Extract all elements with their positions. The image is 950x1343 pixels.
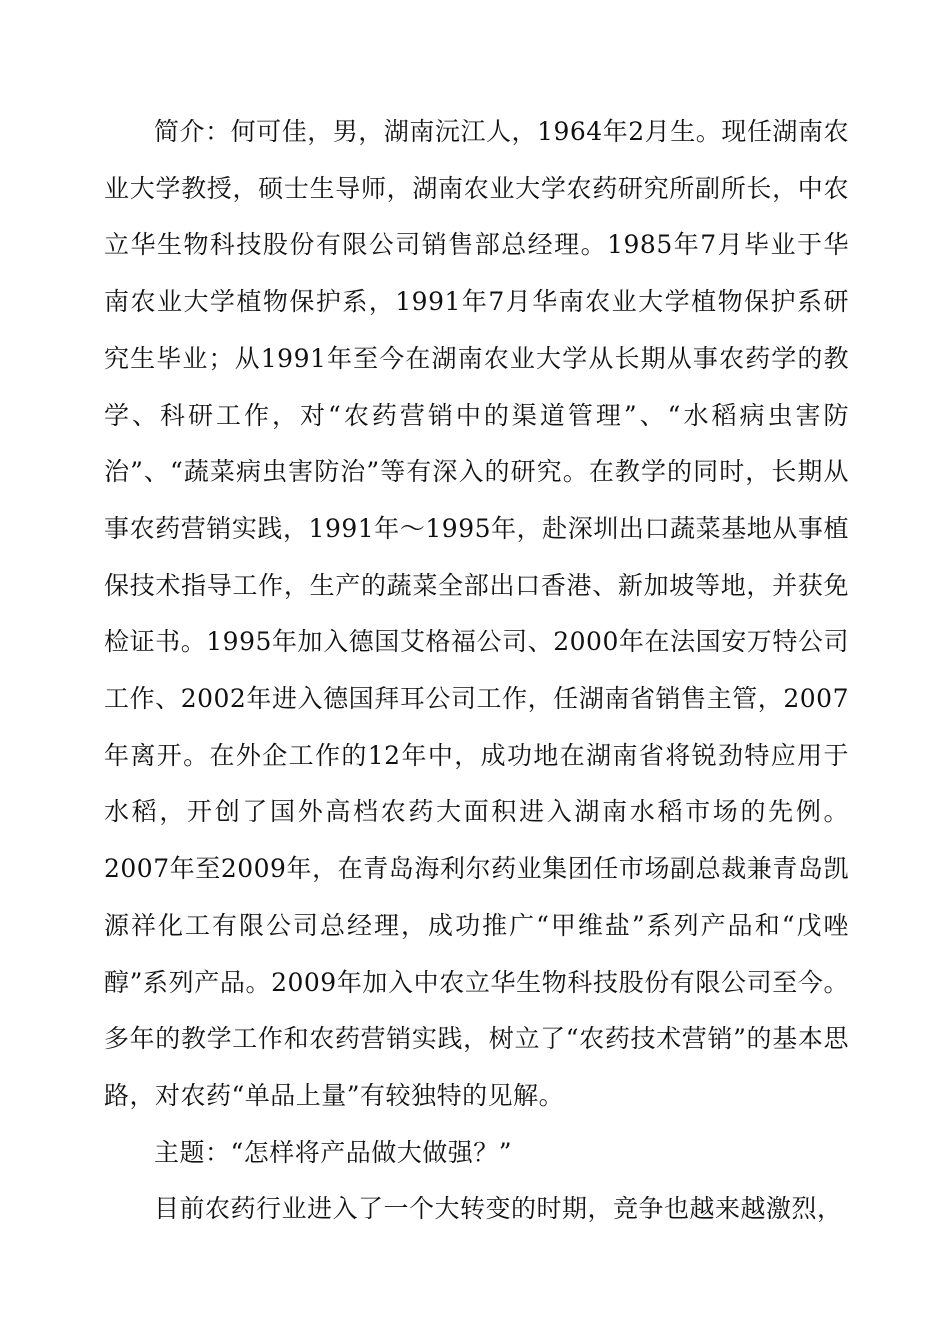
intro-paragraph: 简介：何可佳，男，湖南沅江人，1964年2月生。现任湖南农业大学教授，硕士生导师，湖南农业大学农药研究所副所长，中农立华生物科技股份有限公司销售部总经理。1985年7月毕业于华南农业大学植物保护系，1991年7月华南农业大学植物保护系研究生毕业；从1991年至今在湖南农业大学从长期从事农药学的教学、科研工作，对“农药营销中的渠道管理”、“水稻病虫害防治”、“蔬菜病虫害防治”等有深入的研究。在教学的同时，长期从事农药营销实践，1991年～1995年，赴深圳出口蔬菜基地从事植保技术指导工作，生产的蔬菜全部出口香港、新加坡等地，并获免检证书。1995年加入德国艾格福公司、2000年在法国安万特公司工作、2002年进入德国拜耳公司工作，任湖南省销售主管，2007年离开。在外企工作的12年中，成功地在湖南省将锐劲特应用于水稻，开创了国外高档农药大面积进入湖南水稻市场的先例。2007年至2009年，在青岛海利尔药业集团任市场副总裁兼青岛凯源祥化工有限公司总经理，成功推广“甲维盐”系列产品和“戊唑醇”系列产品。2009年加入中农立华生物科技股份有限公司至今。多年的教学工作和农药营销实践，树立了“农药技术营销”的基本思路，对农药“单品上量”有较独特的见解。: [104, 117, 849, 1110]
body-paragraph: 目前农药行业进入了一个大转变的时期，竞争也越来越激烈，: [154, 1194, 843, 1224]
topic-paragraph: 主题：“怎样将产品做大做强？”: [154, 1137, 513, 1167]
document-body: [104, 104, 849, 1238]
